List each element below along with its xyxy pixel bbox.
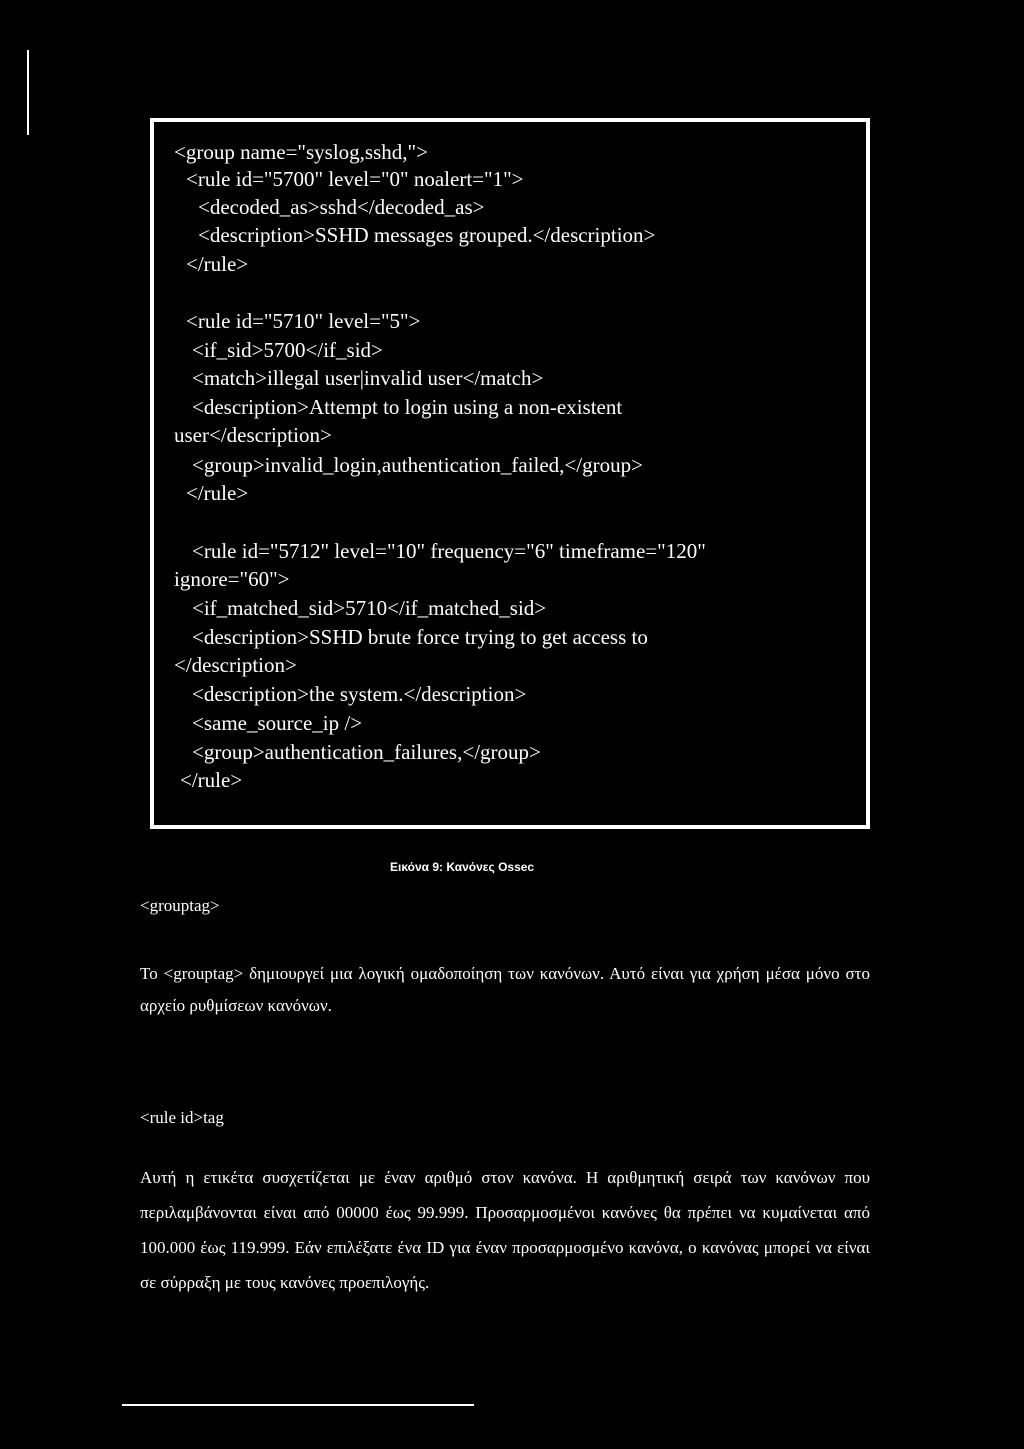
figure-caption: Εικόνα 9: Κανόνες Ossec xyxy=(390,860,535,874)
code-line: </rule> xyxy=(180,768,243,792)
code-line: <group name="syslog,sshd,"> xyxy=(174,140,428,164)
code-line: <rule id="5700" level="0" noalert="1"> xyxy=(186,167,524,191)
code-line: <if_sid>5700</if_sid> xyxy=(192,338,383,362)
code-line: <rule id="5712" level="10" frequency="6" timeframe="120" xyxy=(192,539,706,563)
code-line: <same_source_ip /> xyxy=(192,711,363,735)
code-line: <description>Attempt to login using a non-existent xyxy=(192,395,623,419)
code-line: <match>illegal user|invalid user</match> xyxy=(192,366,544,390)
code-line: <description>SSHD messages grouped.</description> xyxy=(198,223,656,247)
code-line: <if_matched_sid>5710</if_matched_sid> xyxy=(192,596,547,620)
code-line: ignore="60"> xyxy=(174,567,290,591)
section-paragraph-rule-id: Αυτή η ετικέτα συσχετίζεται με έναν αριθμό στον κανόνα. Η αριθμητική σειρά των κανόνων που περιλαμβάνονται είναι από 00000 έως 99.999. Προσαρμοσμένοι κανόνες θα πρέπει να κυμαίνεται από 100.000 έως 119.999. Εάν επιλέξατε ένα ID για έναν προσαρμοσμένο κανόνα, ο κανόνας μπορεί να είναι σε σύρραξη με τους κανόνες προεπιλογής. xyxy=(140,1168,870,1292)
code-line: <decoded_as>sshd</decoded_as> xyxy=(198,195,485,219)
code-line: <rule id="5710" level="5"> xyxy=(186,309,421,333)
code-line: </rule> xyxy=(186,252,249,276)
section-paragraph-grouptag: Το <grouptag> δημιουργεί μια λογική ομαδοποίηση των κανόνων. Αυτό είναι για χρήση μέσα μόνο στο αρχείο ρυθμίσεων κανόνων. xyxy=(140,964,870,1015)
code-line: </description> xyxy=(174,653,297,677)
code-line: <group>authentication_failures,</group> xyxy=(192,740,541,764)
footnote-divider xyxy=(122,1404,474,1406)
page-margin-mark xyxy=(27,50,29,135)
code-line: <description>SSHD brute force trying to get access to xyxy=(192,625,648,649)
section-heading-grouptag: <grouptag> xyxy=(140,896,220,915)
code-line: <group>invalid_login,authentication_failed,</group> xyxy=(192,453,643,477)
code-line: user</description> xyxy=(174,423,332,447)
code-block xyxy=(150,118,870,829)
code-line: <description>the system.</description> xyxy=(192,682,527,706)
section-heading-rule-id: <rule id>tag xyxy=(140,1108,224,1127)
code-line: </rule> xyxy=(186,481,249,505)
